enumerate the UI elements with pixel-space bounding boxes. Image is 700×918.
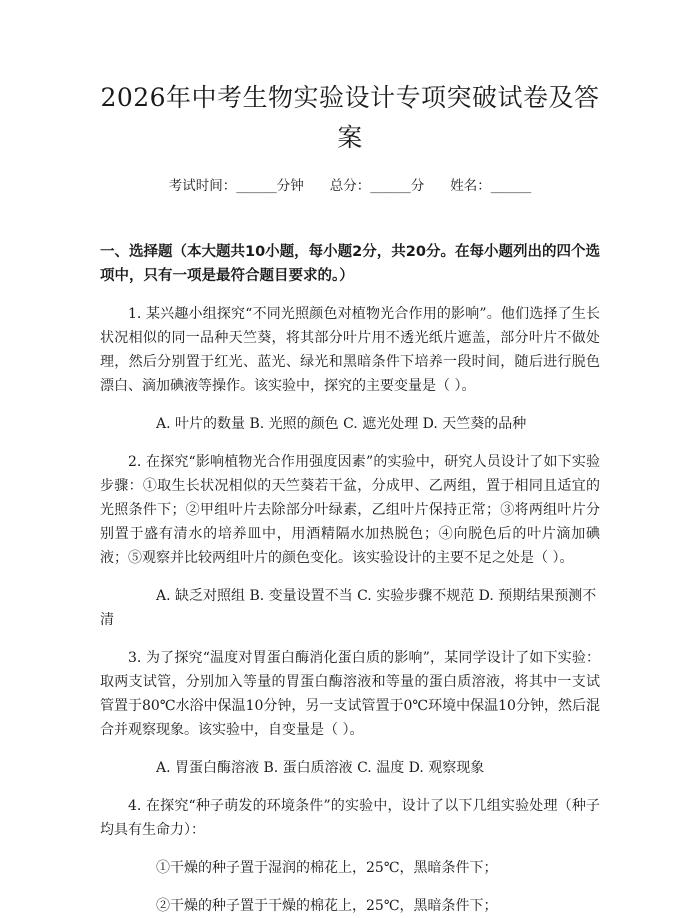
question-2-stem: 2. 在探究“影响植物光合作用强度因素”的实验中，研究人员设计了如下实验步骤：①取生长状况相似的天竺葵若干盆，分成甲、乙两组，置于相同且适宜的光照条件下；②甲组叶片去除部分叶绿素，乙组叶片保持正常；③将两组叶片分别置于盛有清水的培养皿中，用酒精隔水加热脱色；④向脱色后的叶片滴加碘液；⑤观察并比较两组叶片的颜色变化。该实验设计的主要不足之处是（ ）。	[100, 454, 600, 566]
question-1-stem: 1. 某兴趣小组探究“不同光照颜色对植物光合作用的影响”。他们选择了生长状况相似的同一品种天竺葵，将其部分叶片用不透光纸片遮盖，部分叶片不做处理，然后分别置于红光、蓝光、绿光和黑暗条件下培养一段时间，随后进行脱色漂白、滴加碘液等操作。该实验中，探究的主要变量是（ ）。	[100, 306, 600, 394]
total-score-field: 总分：______分	[329, 178, 425, 194]
exam-time-field: 考试时间：______分钟	[168, 178, 304, 194]
question-1-options: A. 叶片的数量 B. 光照的颜色 C. 遮光处理 D. 天竺葵的品种	[156, 416, 527, 432]
question-4-treatment-2: ②干燥的种子置于干燥的棉花上，25℃，黑暗条件下；	[156, 898, 498, 914]
question-3-stem: 3. 为了探究“温度对胃蛋白酶消化蛋白质的影响”，某同学设计了如下实验：取两支试管，分别加入等量的胃蛋白酶溶液和等量的蛋白质溶液，将其中一支试管置于80℃水浴中保温10分钟，另一支试管置于0℃环境中保温10分钟，然后混合并观察现象。该实验中，自变量是（ ）。	[100, 650, 600, 738]
question-4-treatment-1: ①干燥的种子置于湿润的棉花上，25℃，黑暗条件下；	[156, 860, 498, 876]
section-heading-choice: 一、选择题（本大题共10小题，每小题2分，共20分。在每小题列出的四个选项中，只有一项是最符合题目要求的。）	[100, 244, 600, 284]
student-name-field: 姓名：______	[450, 178, 532, 194]
question-4-stem: 4. 在探究“种子萌发的环境条件”的实验中，设计了以下几组实验处理（种子均具有生命力）：	[100, 798, 600, 838]
exam-info-line	[100, 176, 600, 196]
question-2-options: A. 缺乏对照组 B. 变量设置不当 C. 实验步骤不规范 D. 预期结果预测不清	[100, 588, 597, 628]
question-3-options: A. 胃蛋白酶溶液 B. 蛋白质溶液 C. 温度 D. 观察现象	[156, 760, 485, 776]
page-title: 2026年中考生物实验设计专项突破试卷及答案	[100, 83, 600, 152]
